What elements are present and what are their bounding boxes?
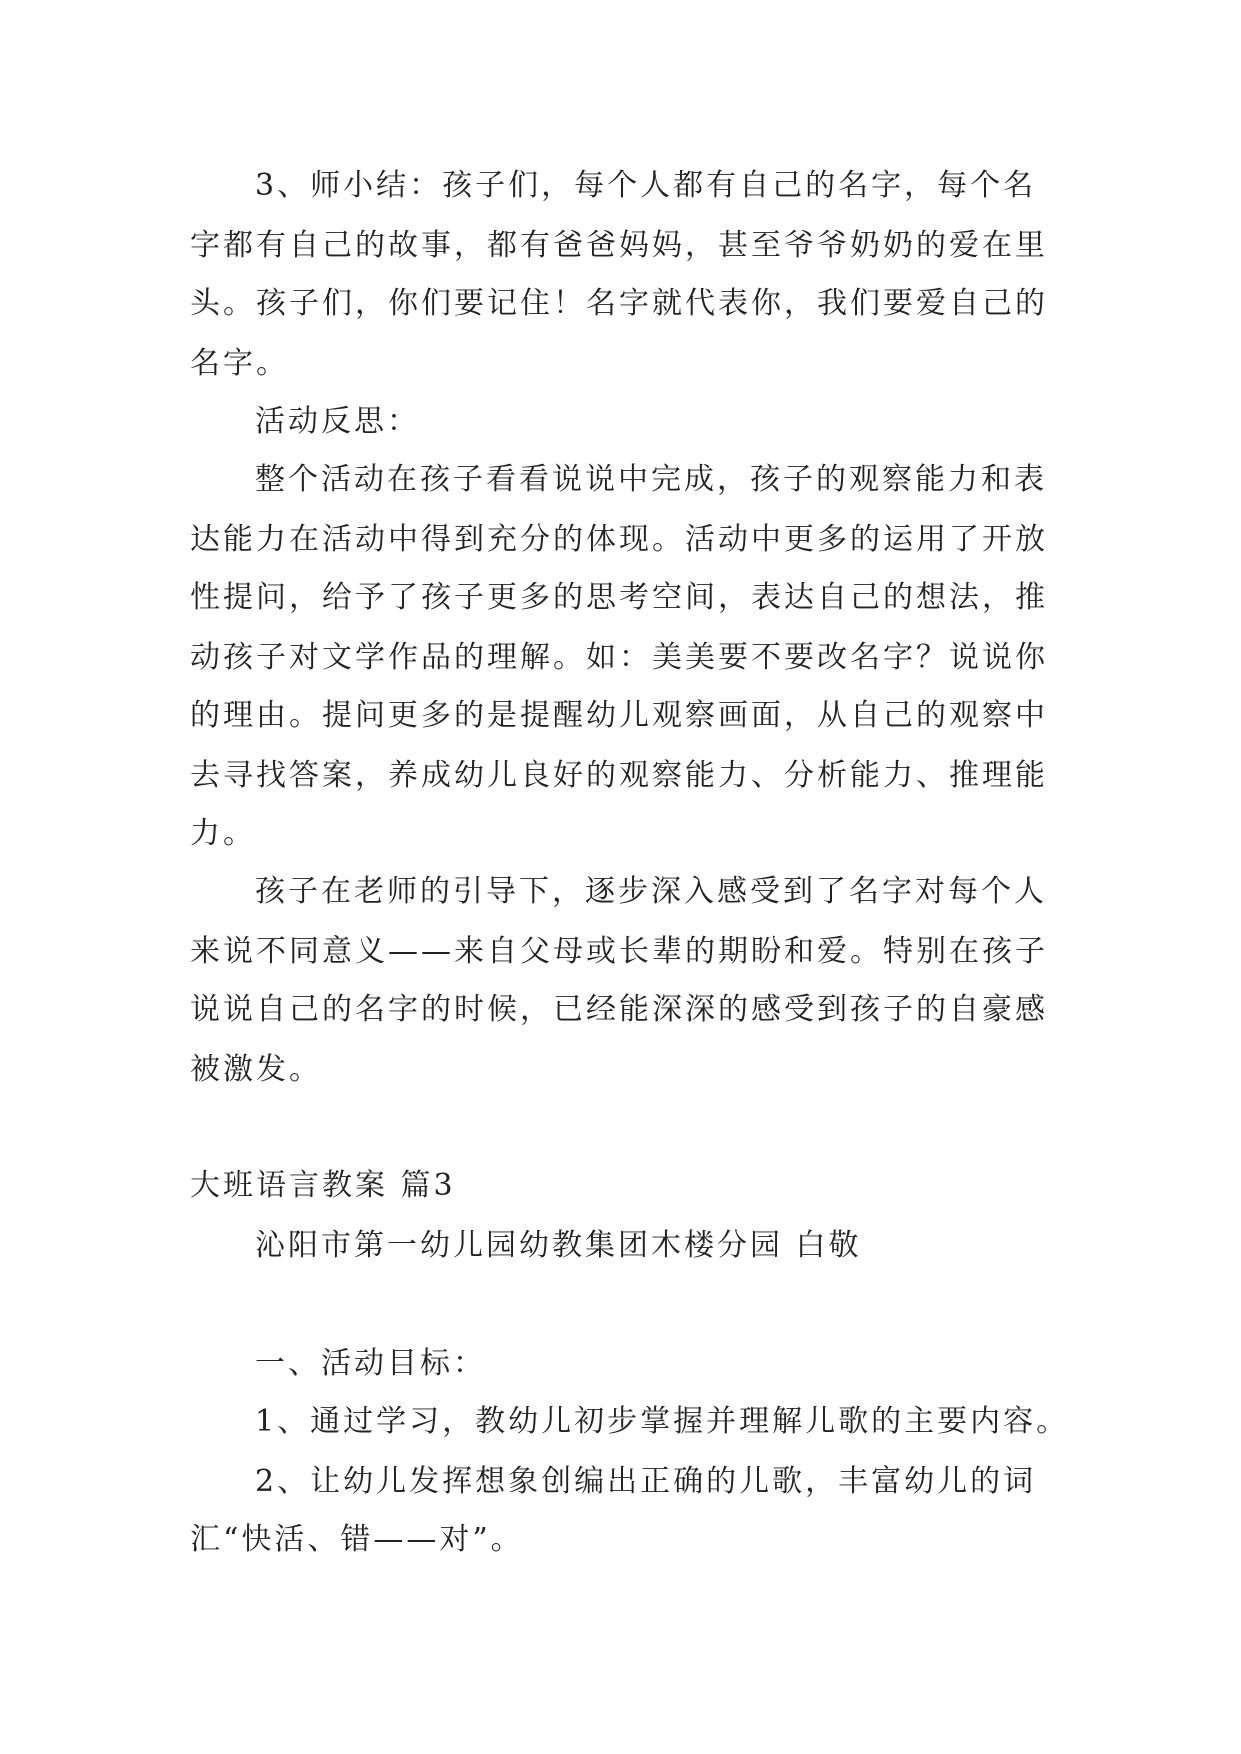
summary-line-1: 3、师小结：孩子们，每个人都有自己的名字，每个名 <box>255 168 1037 203</box>
reflection-p1-line-4: 动孩子对文学作品的理解。如：美美要不要改名字？说说你 <box>190 640 1048 675</box>
reflection-p1-line-3: 性提问，给予了孩子更多的思考空间，表达自己的想法，推 <box>190 580 1048 615</box>
goals-heading: 一、活动目标： <box>255 1346 486 1381</box>
summary-line-4: 名字。 <box>190 346 289 381</box>
reflection-p1-line-6: 去寻找答案，养成幼儿良好的观察能力、分析能力、推理能 <box>190 758 1048 793</box>
reflection-p2-line-1: 孩子在老师的引导下，逐步深入感受到了名字对每个人 <box>255 874 1047 909</box>
goal-1: 1、通过学习，教幼儿初步掌握并理解儿歌的主要内容。 <box>255 1404 1070 1439</box>
author-line: 沁阳市第一幼儿园幼教集团木楼分园 白敬 <box>255 1228 862 1263</box>
summary-line-3: 头。孩子们，你们要记住！名字就代表你，我们要爱自己的 <box>190 286 1048 321</box>
reflection-p2-line-4: 被激发。 <box>190 1052 322 1087</box>
reflection-p2-line-2: 来说不同意义——来自父母或长辈的期盼和爱。特别在孩子 <box>190 934 1048 969</box>
reflection-p1-line-5: 的理由。提问更多的是提醒幼儿观察画面，从自己的观察中 <box>190 698 1048 733</box>
summary-line-2: 字都有自己的故事，都有爸爸妈妈，甚至爷爷奶奶的爱在里 <box>190 228 1048 263</box>
reflection-p1-line-2: 达能力在活动中得到充分的体现。活动中更多的运用了开放 <box>190 522 1048 557</box>
goal-2-line-1: 2、让幼儿发挥想象创编出正确的儿歌，丰富幼儿的词 <box>255 1464 1037 1499</box>
reflection-p2-line-3: 说说自己的名字的时候，已经能深深的感受到孩子的自豪感 <box>190 992 1048 1027</box>
reflection-p1-line-1: 整个活动在孩子看看说说中完成，孩子的观察能力和表 <box>255 462 1047 497</box>
section-title: 大班语言教案 篇3 <box>190 1168 456 1203</box>
reflection-p1-line-7: 力。 <box>190 816 256 851</box>
goal-2-line-2: 汇“快活、错——对”。 <box>190 1522 524 1557</box>
reflection-heading: 活动反思： <box>255 404 420 439</box>
